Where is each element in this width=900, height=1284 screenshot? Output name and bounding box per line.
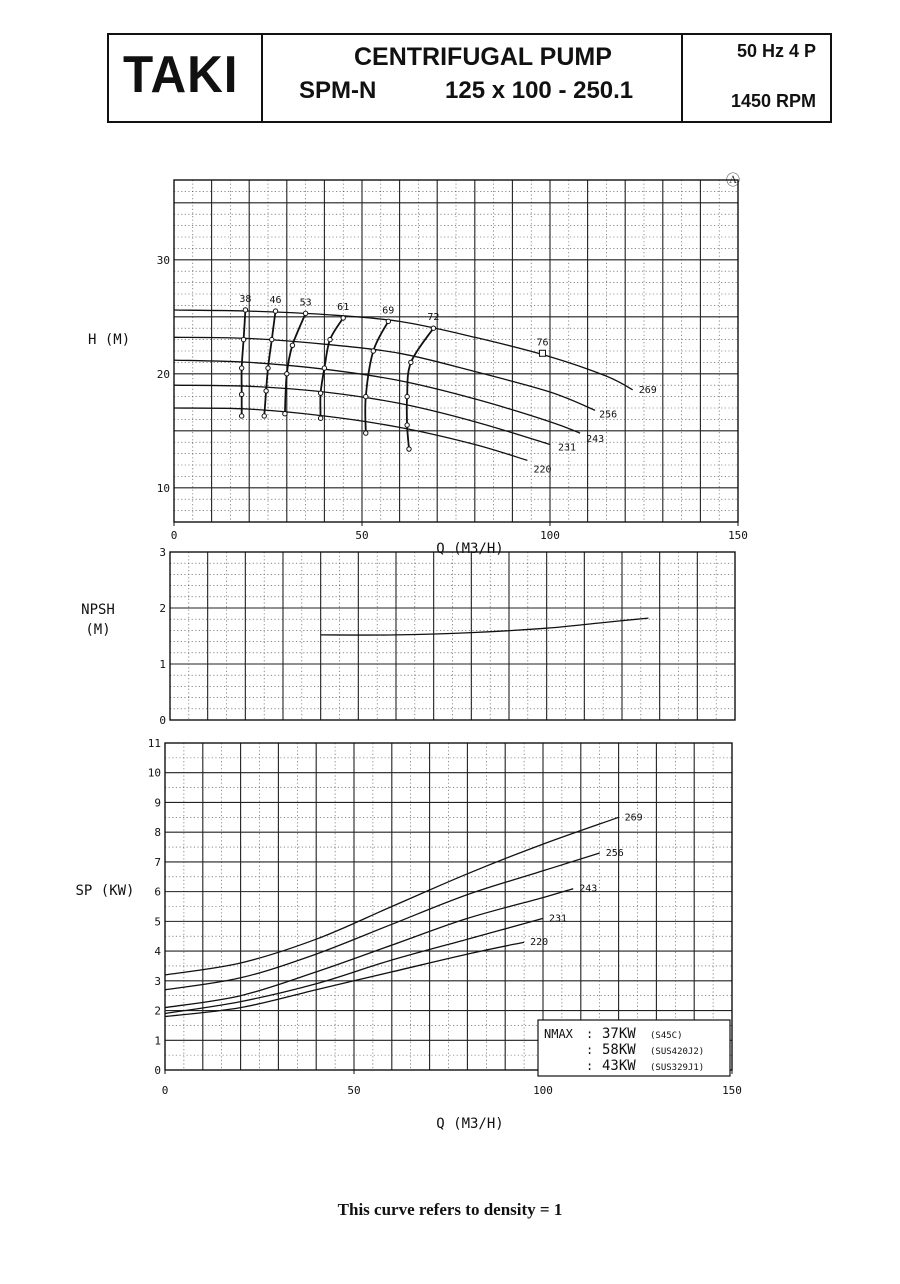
power-chart bbox=[75, 737, 741, 1132]
pump-model: SPM-N bbox=[299, 77, 377, 104]
efficiency-point bbox=[407, 447, 411, 451]
nmax-legend-value: 37KW bbox=[602, 1026, 636, 1042]
x-tick-label: 150 bbox=[722, 1084, 742, 1097]
nmax-legend-material: (SUS420J2) bbox=[650, 1047, 705, 1057]
efficiency-line-53 bbox=[285, 313, 306, 413]
y-tick-label: 6 bbox=[154, 885, 161, 899]
head-curve-label-256: 256 bbox=[599, 409, 618, 421]
efficiency-label-61: 61 bbox=[337, 301, 350, 313]
efficiency-point bbox=[303, 311, 307, 315]
efficiency-point bbox=[266, 366, 270, 370]
nmax-legend-colon: : bbox=[586, 1059, 594, 1073]
efficiency-point bbox=[290, 343, 294, 347]
head-curve-label-243: 243 bbox=[586, 434, 605, 446]
frequency-poles: 50 Hz 4 P bbox=[736, 41, 816, 61]
efficiency-label-76: 76 bbox=[536, 337, 549, 349]
efficiency-point bbox=[318, 391, 322, 395]
y-tick-label: 30 bbox=[156, 253, 170, 267]
y-tick-label: 3 bbox=[159, 546, 166, 559]
nmax-legend-prefix: NMAX bbox=[544, 1027, 573, 1041]
efficiency-point bbox=[318, 416, 322, 420]
efficiency-line-38 bbox=[242, 310, 246, 416]
y-tick-label: 1 bbox=[159, 658, 166, 671]
efficiency-point bbox=[405, 394, 409, 398]
efficiency-point bbox=[270, 337, 274, 341]
nmax-legend-material: (SUS329J1) bbox=[650, 1063, 705, 1073]
x-tick-label: 50 bbox=[347, 1084, 361, 1097]
y-axis-label-unit: (M) bbox=[85, 622, 111, 638]
y-tick-label: 10 bbox=[147, 766, 161, 780]
x-axis-label: Q (M3/H) bbox=[436, 541, 504, 557]
y-tick-label: 4 bbox=[154, 945, 161, 959]
efficiency-point bbox=[364, 431, 368, 435]
nmax-legend-material: (S45C) bbox=[650, 1031, 683, 1041]
efficiency-label-46: 46 bbox=[269, 295, 282, 307]
x-tick-label: 100 bbox=[540, 529, 560, 542]
efficiency-point bbox=[328, 337, 332, 341]
efficiency-point bbox=[322, 366, 326, 370]
chart-marker-a: Ⓐ bbox=[726, 173, 740, 189]
y-tick-label: 3 bbox=[154, 974, 161, 988]
brand-logo: TAKI bbox=[123, 46, 239, 104]
y-tick-label: 9 bbox=[154, 796, 161, 810]
density-note: This curve refers to density = 1 bbox=[337, 1200, 563, 1219]
head-curve-label-269: 269 bbox=[638, 384, 657, 396]
bep-square-mark bbox=[539, 350, 545, 356]
y-tick-label: 11 bbox=[147, 737, 161, 750]
efficiency-point bbox=[431, 326, 435, 330]
npsh-curve bbox=[321, 618, 649, 635]
nmax-legend-value: 43KW bbox=[602, 1058, 636, 1074]
x-tick-label: 0 bbox=[170, 529, 178, 542]
x-tick-label: 0 bbox=[161, 1084, 169, 1097]
efficiency-point bbox=[239, 366, 243, 370]
y-tick-label: 7 bbox=[154, 855, 161, 869]
efficiency-label-69: 69 bbox=[382, 305, 395, 317]
power-curve-label-269: 269 bbox=[624, 812, 643, 824]
head-curve-243 bbox=[174, 360, 580, 433]
efficiency-point bbox=[243, 308, 247, 312]
y-tick-label: 0 bbox=[159, 714, 166, 727]
efficiency-point bbox=[341, 316, 345, 320]
head-curve-label-220: 220 bbox=[533, 464, 552, 476]
nmax-legend-colon: : bbox=[586, 1027, 594, 1041]
efficiency-point bbox=[364, 394, 368, 398]
efficiency-point bbox=[283, 412, 287, 416]
y-axis-label: NPSH bbox=[81, 602, 115, 618]
pump-type-title: CENTRIFUGAL PUMP bbox=[354, 43, 612, 71]
efficiency-label-72: 72 bbox=[427, 312, 440, 324]
power-curve-label-231: 231 bbox=[549, 913, 568, 925]
y-tick-label: 8 bbox=[154, 826, 161, 840]
nmax-legend-value: 58KW bbox=[602, 1042, 636, 1058]
x-tick-label: 50 bbox=[355, 529, 369, 542]
efficiency-point bbox=[262, 414, 266, 418]
y-tick-label: 1 bbox=[154, 1034, 161, 1048]
y-axis-label: SP (KW) bbox=[75, 883, 135, 899]
efficiency-label-53: 53 bbox=[299, 297, 312, 309]
npsh-chart bbox=[81, 546, 735, 727]
y-tick-label: 10 bbox=[156, 481, 170, 495]
y-tick-label: 0 bbox=[154, 1064, 161, 1077]
power-curve-label-256: 256 bbox=[605, 847, 624, 859]
efficiency-point bbox=[239, 392, 243, 396]
efficiency-point bbox=[409, 360, 413, 364]
efficiency-point bbox=[405, 423, 409, 427]
efficiency-point bbox=[239, 414, 243, 418]
y-axis-label: H (M) bbox=[88, 332, 131, 348]
efficiency-point bbox=[273, 309, 277, 313]
x-tick-label: 150 bbox=[728, 529, 748, 542]
y-tick-label: 2 bbox=[154, 1004, 161, 1018]
pump-size: 125 x 100 - 250.1 bbox=[445, 77, 634, 104]
speed-rpm: 1450 RPM bbox=[730, 91, 816, 111]
power-curve-label-243: 243 bbox=[579, 883, 598, 895]
x-tick-label: 100 bbox=[533, 1084, 553, 1097]
efficiency-point bbox=[386, 319, 390, 323]
head-chart bbox=[88, 173, 748, 557]
efficiency-point bbox=[371, 349, 375, 353]
y-tick-label: 20 bbox=[156, 367, 170, 381]
x-axis-label: Q (M3/H) bbox=[436, 1116, 504, 1132]
efficiency-point bbox=[241, 337, 245, 341]
efficiency-point bbox=[285, 372, 289, 376]
efficiency-label-38: 38 bbox=[239, 293, 252, 305]
y-tick-label: 5 bbox=[154, 915, 161, 929]
efficiency-point bbox=[264, 389, 268, 393]
nmax-legend-colon: : bbox=[586, 1043, 594, 1057]
power-curve-label-220: 220 bbox=[530, 937, 549, 949]
head-curve-label-231: 231 bbox=[558, 442, 577, 454]
y-tick-label: 2 bbox=[159, 602, 166, 615]
